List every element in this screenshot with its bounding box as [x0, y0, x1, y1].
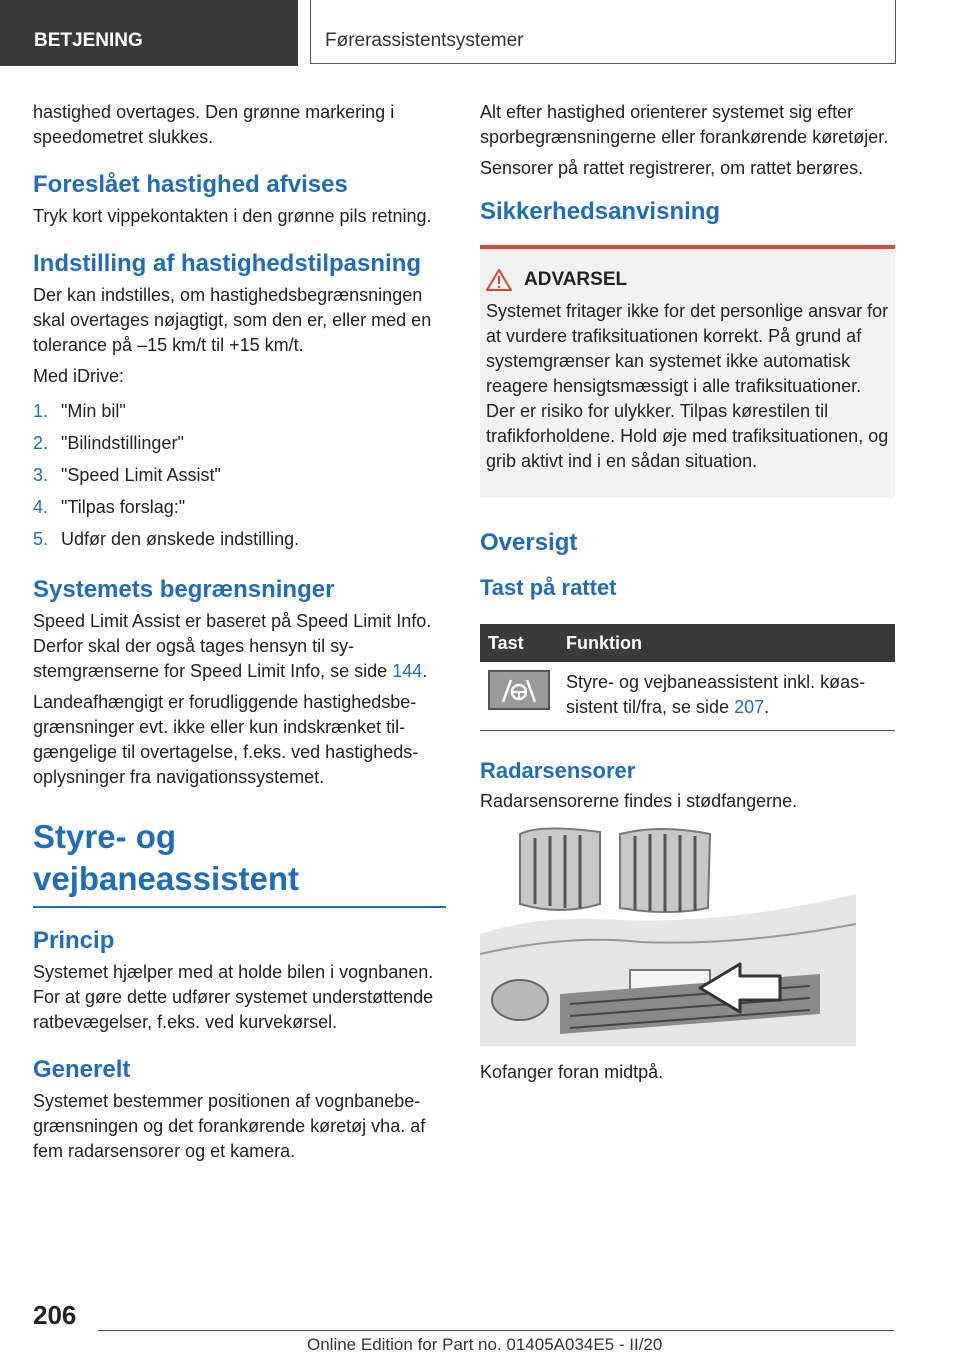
- heading-overview: Oversigt: [480, 529, 578, 556]
- col-header-key: Tast: [480, 624, 558, 662]
- function-text: Styre- og vejbaneassistent inkl. køassistent til/fra, se side: [566, 672, 866, 717]
- intro-paragraph: hastighed overtages. Den grønne markering i speedometret slukkes.: [33, 102, 395, 147]
- footer-divider: [98, 1330, 894, 1331]
- table-row: [480, 662, 895, 731]
- limits-paragraph-2: Landeafhængigt er forudliggende hastighedsbegrænsninger evt. ikke eller kun indskrænket tilgængelige til overtagelse, f.eks. ved hastighedsoplysninger fra navigationssystemet.: [33, 692, 419, 787]
- warning-title: ADVARSEL: [524, 269, 628, 290]
- list-item: [33, 491, 446, 523]
- step-number: 1.: [33, 401, 49, 421]
- section-tab: BETJENING: [0, 0, 298, 66]
- list-item: [33, 395, 446, 427]
- step-number: 5.: [33, 529, 49, 549]
- heading-limits: Systemets begrænsninger: [33, 576, 335, 603]
- heading-principle: Princip: [33, 927, 115, 954]
- general-paragraph: Systemet bestemmer positionen af vognbanebegrænsningen og det forankørende køretøj vha. af fem radarsensorer og et kamera.: [33, 1091, 426, 1161]
- warning-box: [480, 245, 895, 498]
- idrive-steps: [33, 395, 446, 555]
- left-column: [33, 100, 446, 1170]
- warning-text: Systemet fritager ikke for det personlige ansvar for at vurdere trafiksituationen korrekt. På grund af systemgrænser kan systemet ikke automatisk reagere hensigtsmæssigt i alle trafiksituationer. Der er risiko for ulykker. Tilpas kørestilen til trafikforholdene. Hold øje med trafiksituationen, og grib aktivt ind i en sådan situation.: [486, 301, 889, 471]
- step-number: 3.: [33, 465, 49, 485]
- warning-triangle-icon: [486, 269, 512, 291]
- sensors-paragraph: Sensorer på rattet registrerer, om rattet berøres.: [480, 158, 864, 178]
- step-text: "Tilpas forslag:": [61, 497, 186, 517]
- limits-paragraph: [33, 609, 446, 684]
- step-number: 2.: [33, 433, 49, 453]
- key-cell: [480, 662, 558, 731]
- list-item: [33, 459, 446, 491]
- heading-button: Tast på rattet: [480, 575, 617, 600]
- step-text: "Bilindstillinger": [61, 433, 184, 453]
- principle-paragraph: Systemet hjælper med at holde bilen i vognbanen. For at gøre dette udfører systemet understøttende ratbevægelser, f.eks. ved kurvekørsel.: [33, 962, 434, 1032]
- heading-setting: Indstilling af hastighedstilpasning: [33, 250, 422, 277]
- right-column: [480, 100, 895, 1091]
- heading-divider: [33, 906, 446, 908]
- lane-assist-button-icon: [488, 670, 550, 710]
- radar-paragraph: Radarsensorerne findes i stødfangerne.: [480, 791, 798, 811]
- speed-paragraph: Alt efter hastighed orienterer systemet sig efter sporbegrænsningerne eller forankørende køretøjer.: [480, 102, 889, 147]
- chapter-title: Førerassistentsystemer: [310, 0, 896, 64]
- page-number: 206: [33, 1300, 77, 1330]
- button-table: [480, 624, 895, 731]
- function-text-end: .: [764, 697, 770, 717]
- step-text: Udfør den ønskede indstilling.: [61, 529, 300, 549]
- page-link-144[interactable]: 144: [392, 661, 423, 681]
- limits-text: Speed Limit Assist er baseret på Speed Limit Info. Derfor skal der også tages hensyn til systemgrænserne for Speed Limit Info, se side: [33, 611, 432, 681]
- reject-paragraph: Tryk kort vippekontakten i den grønne pils retning.: [33, 206, 432, 226]
- steering-lane-icon: [499, 676, 539, 704]
- setting-paragraph: Der kan indstilles, om hastighedsbegrænsningen skal overtages nøjagtigt, som den er, eller med en tolerance på –15 km/t til +15 km/t.: [33, 285, 432, 355]
- heading-general: Generelt: [33, 1056, 131, 1083]
- heading-reject: Foreslået hastighed afvises: [33, 171, 348, 198]
- function-cell: [558, 662, 895, 731]
- step-text: "Speed Limit Assist": [61, 465, 221, 485]
- warning-title-row: [486, 269, 889, 291]
- page-link-207[interactable]: 207: [734, 697, 765, 717]
- idrive-paragraph: Med iDrive:: [33, 366, 125, 386]
- heading-steering-assistant: Styre- og vejbaneassistent: [33, 818, 299, 897]
- edition-info: Online Edition for Part no. 01405A034E5 - II/20: [307, 1335, 663, 1354]
- table-header-row: [480, 624, 895, 662]
- front-bumper-image: [480, 824, 856, 1046]
- col-header-function: Funktion: [558, 624, 895, 662]
- limits-text-end: .: [422, 661, 428, 681]
- step-number: 4.: [33, 497, 49, 517]
- step-text: "Min bil": [61, 401, 126, 421]
- heading-safety: Sikkerhedsanvisning: [480, 198, 721, 225]
- heading-radar: Radarsensorer: [480, 758, 636, 783]
- list-item: [33, 427, 446, 459]
- list-item: [33, 523, 446, 555]
- image-caption: Kofanger foran midtpå.: [480, 1062, 664, 1082]
- page-header: [0, 0, 960, 66]
